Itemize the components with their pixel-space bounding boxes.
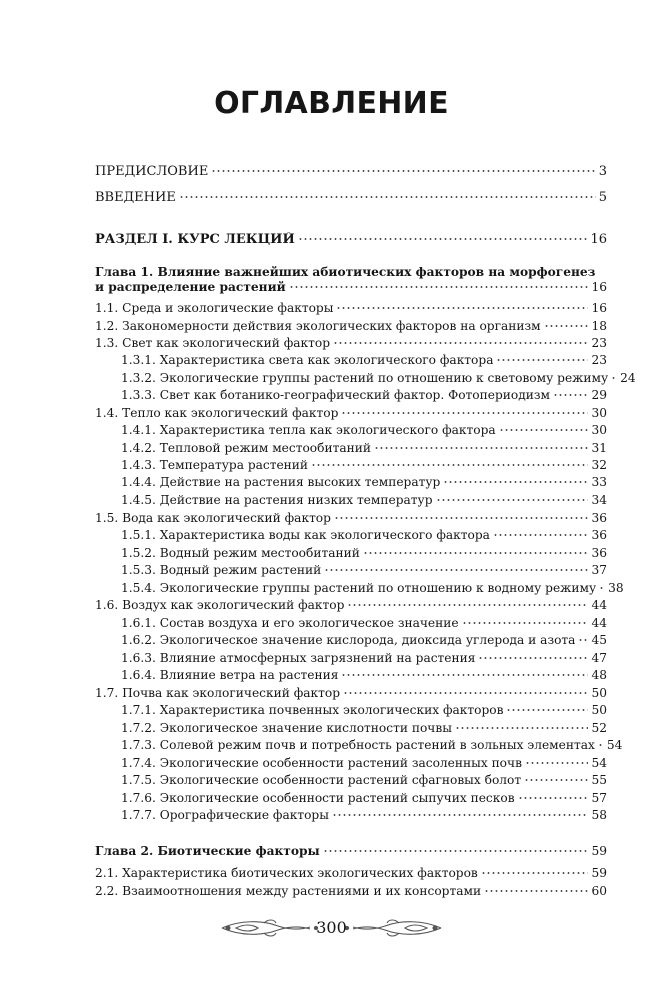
toc-subentry[interactable]: 1.6.1. Состав воздуха и его экологическое значение 44 [121,616,607,630]
leader-dots [363,552,589,554]
leader-dots [311,464,588,466]
leader-dots [455,727,589,729]
leader-dots [478,657,588,659]
toc-subentry[interactable]: 1.6.3. Влияние атмосферных загрязнений на растения 47 [121,651,607,665]
leader-dots [436,499,589,501]
toc-subentry[interactable]: 1.4.2. Тепловой режим местообитаний 31 [121,441,607,455]
leader-dots [496,359,588,361]
leader-dots [343,692,588,694]
leader-dots [324,569,588,571]
toc-subentry[interactable]: 1.7.4. Экологические особенности растений засоленных почв 54 [121,756,607,770]
leader-dots [553,394,589,396]
toc-subentry[interactable]: 1.5.4. Экологические группы растений по отношению к водному режиму 38 [121,581,624,595]
toc-chapter[interactable]: Глава 1. Влияние важнейших абиотических факторов на морфогенез и распределение растений 16 [95,265,607,294]
toc-entry[interactable]: 1.5. Вода как экологический фактор 36 [95,511,607,525]
toc-subentry[interactable]: 1.3.3. Свет как ботанико-географический фактор. Фотопериодизм 29 [121,388,607,402]
toc-subentry[interactable]: 1.7.2. Экологическое значение кислотности почвы 52 [121,721,607,735]
leader-dots [499,429,589,431]
toc-subentry[interactable]: 1.7.5. Экологические особенности растений сфагновых болот 55 [121,773,607,787]
leader-dots [341,412,588,414]
page-footer [0,914,663,944]
toc-entry[interactable]: 1.1. Среда и экологические факторы 16 [95,301,607,315]
toc-subentry[interactable]: 1.4.3. Температура растений 32 [121,458,607,472]
leader-dots [598,744,604,746]
toc-subentry[interactable]: 1.5.3. Водный режим растений 37 [121,563,607,577]
toc-entry[interactable]: 1.4. Тепло как экологический фактор 30 [95,406,607,420]
leader-dots [443,481,588,483]
leader-dots [462,622,589,624]
leader-dots [481,872,589,874]
toc-entry[interactable]: 1.7. Почва как экологический фактор 50 [95,686,607,700]
leader-dots [336,307,588,309]
leader-dots [298,238,588,240]
toc-subentry[interactable]: 1.3.2. Экологические группы растений по отношению к световому режиму 24 [121,371,636,385]
leader-dots [544,325,589,327]
leader-dots [611,377,617,379]
toc-chapter[interactable]: Глава 2. Биотические факторы 59 [95,844,607,858]
leader-dots [333,342,588,344]
toc-entry[interactable]: 1.2. Закономерности действия экологических факторов на организм 18 [95,319,607,333]
toc-section[interactable]: РАЗДЕЛ I. КУРС ЛЕКЦИЙ 16 [95,232,607,247]
leader-dots [599,587,605,589]
toc-subentry[interactable]: 1.7.7. Орографические факторы 58 [121,808,607,822]
toc-subentry[interactable]: 1.6.4. Влияние ветра на растения 48 [121,668,607,682]
toc-entry[interactable]: 2.1. Характеристика биотических экологических факторов 59 [95,866,607,880]
leader-dots [341,674,588,676]
leader-dots [525,762,589,764]
leader-dots [211,170,595,172]
toc-entry[interactable]: ПРЕДИСЛОВИЕ 3 [95,164,607,179]
page-number: 300 [316,918,347,937]
leader-dots [524,779,588,781]
page-title: ОГЛАВЛЕНИЕ [214,86,449,121]
toc-subentry[interactable]: 1.4.4. Действие на растения высоких температур 33 [121,475,607,489]
toc-entry[interactable]: 1.3. Свет как экологический фактор 23 [95,336,607,350]
toc-subentry[interactable]: 1.6.2. Экологическое значение кислорода, диоксида углерода и азота 45 [121,633,607,647]
leader-dots [374,447,589,449]
leader-dots [484,890,588,892]
leader-dots [578,639,588,641]
toc-subentry[interactable]: 1.7.6. Экологические особенности растений сыпучих песков 57 [121,791,607,805]
leader-dots [179,196,596,198]
toc-entry[interactable]: ВВЕДЕНИЕ 5 [95,190,607,205]
leader-dots [332,814,589,816]
toc-subentry[interactable]: 1.7.3. Солевой режим почв и потребность растений в зольных элементах 54 [121,738,623,752]
toc-subentry[interactable]: 1.4.5. Действие на растения низких температур 34 [121,493,607,507]
toc-entry[interactable]: 2.2. Взаимоотношения между растениями и их консортами 60 [95,884,607,898]
toc-subentry[interactable]: 1.5.2. Водный режим местообитаний 36 [121,546,607,560]
leader-dots [347,604,588,606]
toc-subentry[interactable]: 1.3.1. Характеристика света как экологического фактора 23 [121,353,607,367]
toc-entry[interactable]: 1.6. Воздух как экологический фактор 44 [95,598,607,612]
leader-dots [518,797,589,799]
leader-dots [493,534,589,536]
toc-subentry[interactable]: 1.4.1. Характеристика тепла как экологического фактора 30 [121,423,607,437]
leader-dots [323,850,589,852]
toc-subentry[interactable]: 1.5.1. Характеристика воды как экологического фактора 36 [121,528,607,542]
toc-subentry[interactable]: 1.7.1. Характеристика почвенных экологических факторов 50 [121,703,607,717]
leader-dots [289,286,589,288]
leader-dots [334,517,589,519]
leader-dots [506,709,588,711]
